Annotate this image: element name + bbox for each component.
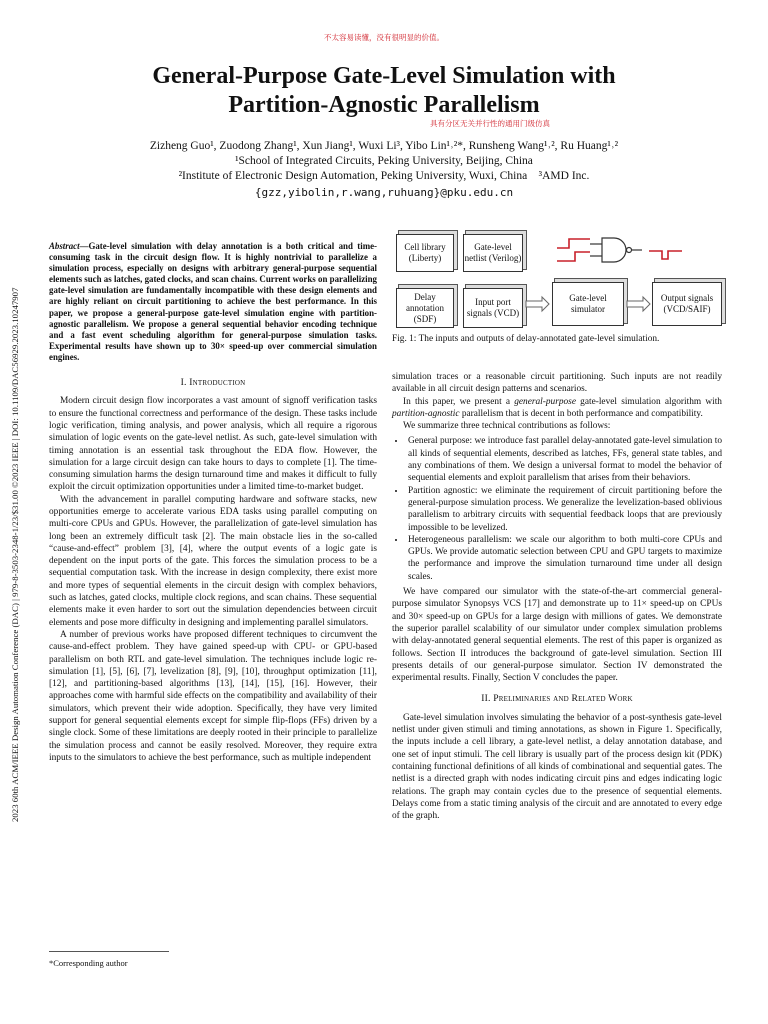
gate-netlist-label: Gate-level netlist (Verilog) — [464, 242, 522, 263]
section-heading-prelim: II. Preliminaries and Related Work — [481, 693, 633, 705]
body-paragraph: We have compared our simulator with the state-of-the-art commercial general-purpose simulator Synopsys VCS [17] and demonstrate up to 11× speed-up on CPUs and 30× speed-up on GPUs for a large design with millions of gates. We demonstrate the superior parallel scalability of our simulator under complex simulation problems with delay-annotated general sequential elements. The rest of this paper is organized as follows. Section II introduces the background of gate-level simulation. Section III presents details of our general-purpose simulator. Section IV demonstrated the experimental results. Finally, Section V concludes the paper. — [392, 587, 722, 684]
figure-graphics — [392, 226, 727, 334]
intro-paragraph: With the advancement in parallel computing hardware and software stacks, new opportunities emerge to accelerate various EDA tasks using parallel computing on multi-core CPUs and GPUs. However, the parallelization of gate-level simulation has long been an extremely difficult task [2]. The main obstacle lies in the so-called “cause-and-effect” problem [3], [4], where the output events of a logic gate is dependent on the input ports of the gate. This forces the simulation process to be a sequential computation task. With the increase in design complexity, there exist more and more types of sequential elements in the circuit design with complex behaviors, such as latches, gated clocks, multiple clock regions, and scan chains. These sequential elements make it even harder to sort out the simulation dependencies between circuit elements and pose more difficulty in designing and implementing parallel simulators. — [49, 494, 377, 628]
footnote: *Corresponding author — [49, 958, 128, 968]
body-paragraph — [392, 396, 722, 421]
body-paragraph: simulation traces or a reasonable circuit partitioning. Such inputs are not readily available in all circuit design patterns and scenarios. — [392, 372, 722, 395]
affiliation-2: ²Institute of Electronic Design Automation, Peking University, Wuxi, China ³AMD Inc. — [178, 170, 590, 182]
text-span: parallelism that is decent in both performance and compatibility. — [459, 408, 703, 419]
abstract-label: Abstract — [49, 241, 80, 251]
right-column — [392, 371, 722, 822]
body-paragraph: We summarize three technical contributions as follows: — [403, 421, 611, 432]
and-gate-icon — [590, 238, 642, 262]
paper-title-line1: General-Purpose Gate-Level Simulation with — [152, 63, 616, 89]
footnote-rule — [49, 951, 169, 952]
title-annotation: 具有分区无关并行性的通用门级仿真 — [430, 119, 550, 128]
intro-paragraph: Modern circuit design flow incorporates a vast amount of signoff verification tasks to ensure the functional correctness and performance of the design. These tasks include logic verification, timing analysis, and power analysis, which all require a rigorous simulation of logic events on the gate-level netlist. As such, gate-level simulation with timing annotation is an essential task throughout the EDA flow. However, the simulation for a large circuit design can take hours to days to complete [1]. The time-consuming simulation harms the design turnaround time and makes it difficult to fully exploit the circuit optimization opportunities under a limited time-to-market budget. — [49, 396, 377, 493]
text-span: gate-level simulation algorithm with — [575, 396, 722, 407]
figure-caption: Fig. 1: The inputs and outputs of delay-annotated gate-level simulation. — [392, 334, 660, 344]
abstract-text: —Gate-level simulation with delay annotation is a both critical and time-consuming task in the circuit design flow. It is highly nontrivial to parallelize a simulation process, especially on designs with arbitrary general-purpose sequential elements such as latches, gated clocks, and scan chains. Current works on parallelizing gate-level simulation are fundamentally incompatible with these design elements and are highly reliant on circuit partitioning to achieve the best performance. In this paper, we propose a general-purpose gate-level simulation engine with partition-agnostic parallelism. We propose a general sequential behavior encoding technique and a fast event scheduling algorithm for general-purpose simulation tasks. Experimental results have shown up to 30× speed-up over commercial simulation engines. — [49, 241, 377, 362]
emphasis: general-purpose — [514, 396, 576, 407]
text-span: In this paper, we present a — [403, 396, 515, 407]
publication-sidebar: 2023 60th ACM/IEEE Design Automation Conference (DAC) | 979-8-3503-2348-1/23/$31.00 ©2023 IEEE | DOI: 10.1109/DAC56929.2023.10247907 — [10, 287, 20, 822]
abstract — [49, 241, 377, 363]
delay-annotation-label: Delay annotation (SDF) — [406, 291, 444, 324]
figure-1 — [392, 226, 727, 334]
body-paragraph: Gate-level simulation involves simulating the behavior of a post-synthesis gate-level netlist under given stimuli and timing annotations, as shown in Figure 1. Specifically, the inputs include a cell library, a gate-level netlist, a delay annotation database, and one set of input stimuli. The cell library is usually part of the process design kit (PDK) containing functional definitions of all kinds of combinational and sequential gates. The netlist is a directed graph with nodes indicating circuit pins and edges indicating logic relations. The graph may contain cycles due to the presence of sequential elements. Delays come from a static timing analysis of the circuit and are annotated to every edge of the graph. — [392, 712, 722, 822]
output-signals-label: Output signals (VCD/SAIF) — [660, 293, 714, 314]
contribution-item: • General purpose: we introduce fast parallel delay-annotated gate-level simulation to all kinds of sequential elements, described as latches, FFs, general state tables, and any combinations of them. We design a universal format to model the behavior of sequential elements and exploit parallelism that arises from their behaviors. — [406, 435, 722, 484]
input-signals-label: Input port signals (VCD) — [466, 297, 520, 318]
top-annotation: 不太容易读懂，没有很明显的价值。 — [324, 33, 444, 42]
emphasis: partition-agnostic — [392, 408, 460, 419]
author-emails: {gzz,yibolin,r.wang,ruhuang}@pku.edu.cn — [254, 186, 514, 199]
section-heading-intro: I. Introduction — [180, 377, 246, 389]
waveform-icon — [557, 239, 682, 261]
contribution-list — [392, 435, 722, 583]
intro-paragraph: A number of previous works have proposed different techniques to circumvent the cause-and-effect problem. They have gained speed-up with CPU- or GPU-based parallelism on both RTL and gate-level simulation. The techniques include logic re-simulation [1], [5], [6], [7], levelization [8], [9], [10], throughput optimization [11], [12], and partitioning-based algorithms [13], [14], [15], [16]. However, their approaches come with harmful side effects on the compatibility and availability of their simulators, which prevent their wide adoption. Specifically, they have very limited support for general sequential elements except for simple flip-flops (FFs) driven by a single clock. Some of these limitations are deeply rooted in their principle to parallelize the simulation process and cannot be easily resolved. Moreover, they require extra inputs to the simulators to achieve the best performance, such as multiple independent — [49, 629, 377, 763]
contribution-item: • Heterogeneous parallelism: we scale our algorithm to both multi-core CPUs and GPUs. We provide automatic selection between CPU and GPU targets to maximize the performance and improve the simulation turnaround time under all design scales. — [406, 534, 722, 583]
left-column — [49, 241, 377, 764]
simulator-label: Gate-level simulator — [569, 293, 607, 314]
contribution-item: • Partition agnostic: we eliminate the requirement of circuit partitioning before the general-purpose simulation process. We generalize the levelization-based oblivious parallelism to arbitrary circuits with sequential feedback loops that are previously impossible to be levelized. — [406, 485, 722, 534]
affiliation-1: ¹School of Integrated Circuits, Peking University, Beijing, China — [235, 155, 533, 167]
arrow-icon — [526, 297, 650, 311]
author-list: Zizheng Guo¹, Zuodong Zhang¹, Xun Jiang¹, Wuxi Li³, Yibo Lin¹˒²*, Runsheng Wang¹˒², Ru Huang¹˒² — [149, 140, 619, 152]
paper-title-line2: Partition-Agnostic Parallelism — [228, 92, 540, 118]
cell-library-label: Cell library (Liberty) — [404, 242, 446, 263]
